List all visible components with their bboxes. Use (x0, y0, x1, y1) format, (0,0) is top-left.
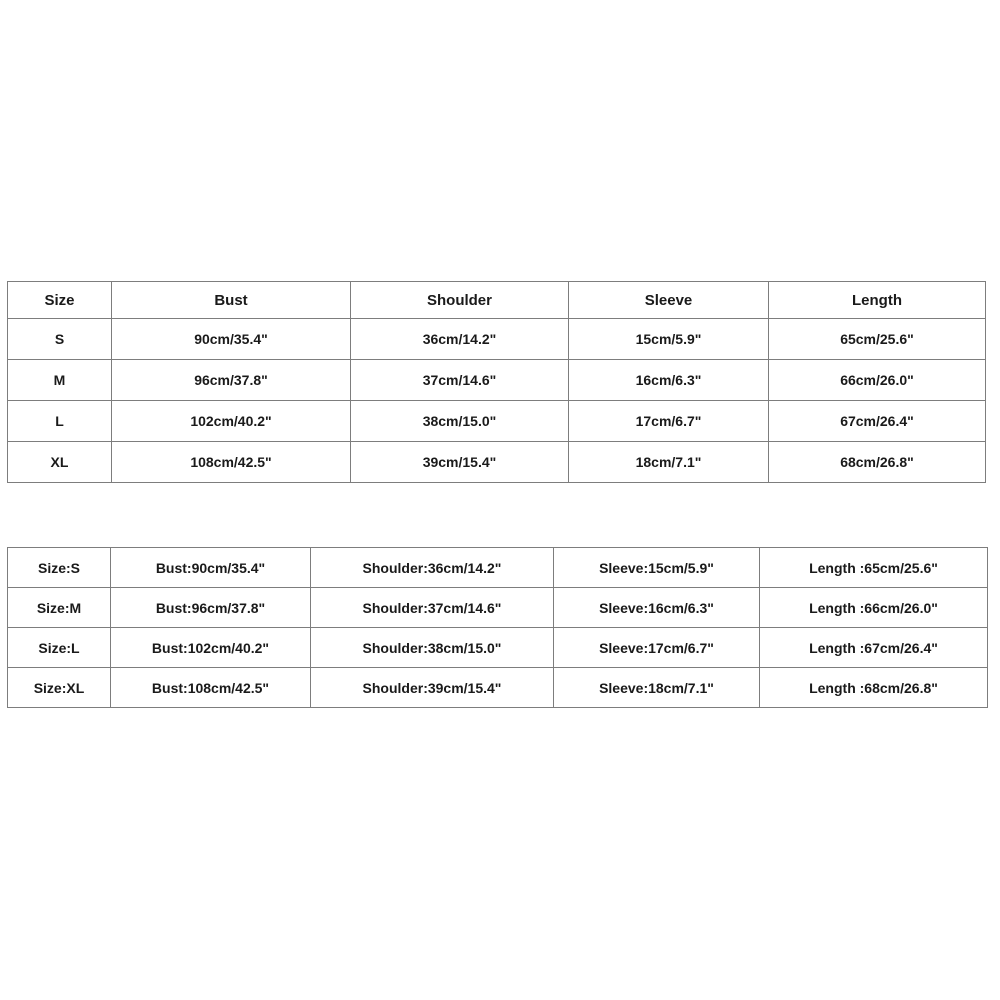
size-table-labeled (7, 547, 988, 708)
table-cell: 68cm/26.8" (769, 442, 986, 483)
table-cell: 39cm/15.4" (351, 442, 569, 483)
table-row (8, 401, 986, 442)
table-cell: Sleeve:17cm/6.7" (554, 628, 760, 668)
table-cell: 102cm/40.2" (112, 401, 351, 442)
table-cell: Length :66cm/26.0" (760, 588, 988, 628)
column-header-size: Size (8, 282, 112, 319)
table-cell: Size:S (8, 548, 111, 588)
table-cell: Bust:96cm/37.8" (111, 588, 311, 628)
size-table-measurements (7, 281, 986, 483)
table-cell: M (8, 360, 112, 401)
table-cell: Size:L (8, 628, 111, 668)
table-cell: Bust:102cm/40.2" (111, 628, 311, 668)
table-cell: 65cm/25.6" (769, 319, 986, 360)
table-body (8, 319, 986, 483)
column-header-shoulder: Shoulder (351, 282, 569, 319)
table-cell: Sleeve:16cm/6.3" (554, 588, 760, 628)
table-cell: XL (8, 442, 112, 483)
table-cell: 16cm/6.3" (569, 360, 769, 401)
table-cell: 67cm/26.4" (769, 401, 986, 442)
table-row (8, 548, 988, 588)
table-cell: Bust:108cm/42.5" (111, 668, 311, 708)
table-cell: Shoulder:37cm/14.6" (311, 588, 554, 628)
table-body (8, 548, 988, 708)
table-cell: Bust:90cm/35.4" (111, 548, 311, 588)
table-row (8, 628, 988, 668)
table-cell: Shoulder:36cm/14.2" (311, 548, 554, 588)
table-cell: 15cm/5.9" (569, 319, 769, 360)
table-cell: 66cm/26.0" (769, 360, 986, 401)
table-cell: S (8, 319, 112, 360)
column-header-sleeve: Sleeve (569, 282, 769, 319)
table-cell: 18cm/7.1" (569, 442, 769, 483)
table-cell: 17cm/6.7" (569, 401, 769, 442)
column-header-bust: Bust (112, 282, 351, 319)
table-cell: Size:XL (8, 668, 111, 708)
table-cell: Sleeve:15cm/5.9" (554, 548, 760, 588)
table-row (8, 588, 988, 628)
table-row (8, 442, 986, 483)
column-header-length: Length (769, 282, 986, 319)
table-cell: 96cm/37.8" (112, 360, 351, 401)
table-cell: Sleeve:18cm/7.1" (554, 668, 760, 708)
table-cell: Length :65cm/25.6" (760, 548, 988, 588)
table-cell: 90cm/35.4" (112, 319, 351, 360)
table-cell: Shoulder:39cm/15.4" (311, 668, 554, 708)
table-cell: Shoulder:38cm/15.0" (311, 628, 554, 668)
table-row (8, 668, 988, 708)
table-cell: Size:M (8, 588, 111, 628)
table-cell: 38cm/15.0" (351, 401, 569, 442)
table-cell: Length :67cm/26.4" (760, 628, 988, 668)
table-cell: 36cm/14.2" (351, 319, 569, 360)
table-header-row (8, 282, 986, 319)
table-cell: 37cm/14.6" (351, 360, 569, 401)
table-cell: L (8, 401, 112, 442)
table-cell: 108cm/42.5" (112, 442, 351, 483)
table-row (8, 319, 986, 360)
table-row (8, 360, 986, 401)
table-cell: Length :68cm/26.8" (760, 668, 988, 708)
